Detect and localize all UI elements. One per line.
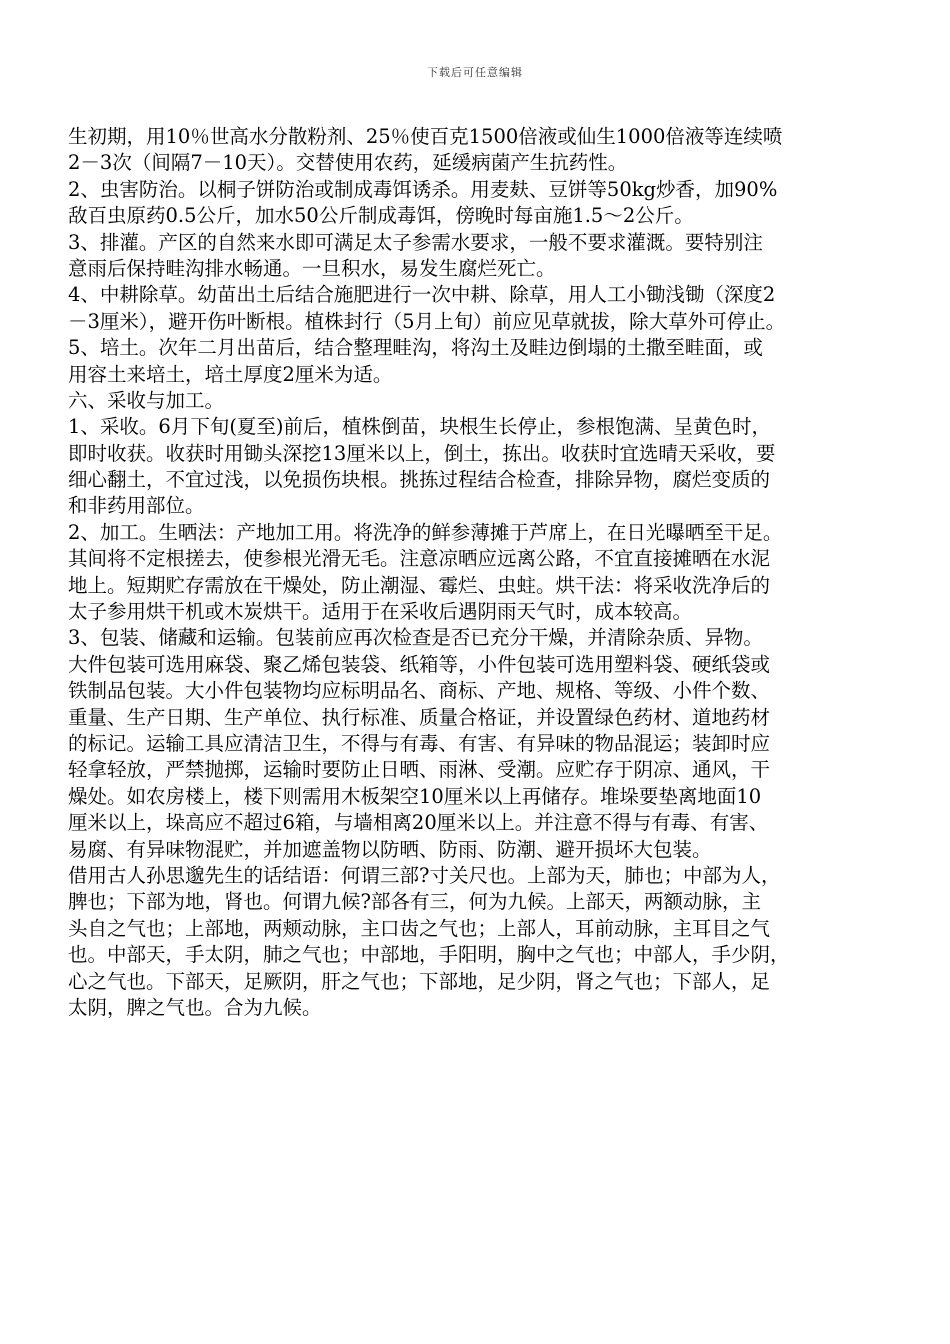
page-header-note: 下载后可任意编辑 xyxy=(427,66,523,79)
text-line: 燥处。如农房楼上，楼下则需用木板架空10厘米以上再储存。堆垛要垫离地面10 xyxy=(68,784,762,808)
document-body xyxy=(68,124,898,1021)
text-line: 厘米以上，垛高应不超过6箱，与墙相离20厘米以上。并注意不得与有毒、有害、 xyxy=(68,811,769,835)
text-line: 太阴，脾之气也。合为九候。 xyxy=(68,995,322,1019)
text-line: 意雨后保持畦沟排水畅通。一旦积水，易发生腐烂死亡。 xyxy=(68,256,556,280)
text-line: 轻拿轻放，严禁抛掷，运输时要防止日晒、雨淋、受潮。应贮存于阴凉、通风，干 xyxy=(68,758,771,782)
text-line: 生初期，用10％世高水分散粉剂、25％使百克1500倍液或仙生1000倍液等连续喷 xyxy=(68,125,783,148)
text-line: 头自之气也；上部地，两颊动脉，主口齿之气也；上部人，耳前动脉，主耳目之气 xyxy=(68,916,771,940)
text-line: 重量、生产日期、生产单位、执行标准、质量合格证，并设置绿色药材、道地药材 xyxy=(68,705,771,729)
text-line: 铁制品包装。大小件包装物均应标明品名、商标、产地、规格、等级、小件个数、 xyxy=(68,679,771,703)
text-line: 用容土来培土，培土厚度2厘米为适。 xyxy=(68,362,393,386)
text-line: 3、排灌。产区的自然来水即可满足太子参需水要求，一般不要求灌溉。要特别注 xyxy=(68,230,763,254)
text-line: 借用古人孙思邈先生的话结语：何谓三部?寸关尺也。上部为天，肺也；中部为人， xyxy=(68,863,781,887)
text-line: 3、包装、储藏和运输。包装前应再次检查是否已充分干燥，并清除杂质、异物。 xyxy=(68,626,763,650)
section-heading: 六、采收与加工。 xyxy=(68,388,225,412)
text-line: 脾也；下部为地，肾也。何谓九候?部各有三，何为九候。上部天，两额动脉，主 xyxy=(68,890,761,914)
text-line: 2－3次（间隔7－10天）。交替使用农药，延缓病菌产生抗药性。 xyxy=(68,151,628,175)
text-line: 也。中部天，手太阴，肺之气也；中部地，手阳明，胸中之气也；中部人，手少阴， xyxy=(68,943,790,967)
text-line: 地上。短期贮存需放在干燥处，防止潮湿、霉烂、虫蛀。烘干法：将采收洗净后的 xyxy=(68,573,771,597)
text-line: 细心翻土，不宜过浅，以免损伤块根。挑拣过程结合检查，排除异物，腐烂变质的 xyxy=(68,468,771,492)
text-line: 其间将不定根搓去，使参根光滑无毛。注意凉晒应远离公路，不宜直接摊晒在水泥 xyxy=(68,547,771,571)
text-line: 5、培土。次年二月出苗后，结合整理畦沟，将沟土及畦边倒塌的土撒至畦面，或 xyxy=(68,336,763,360)
text-line: 敌百虫原药0.5公斤，加水50公斤制成毒饵，傍晚时每亩施1.5～2公斤。 xyxy=(68,204,694,228)
text-line: 心之气也。下部天，足厥阴，肝之气也；下部地，足少阴，肾之气也；下部人，足 xyxy=(68,969,771,993)
text-line: 的标记。运输工具应清洁卫生，不得与有毒、有害、有异味的物品混运；装卸时应 xyxy=(68,731,771,755)
text-line: 2、加工。生晒法：产地加工用。将洗净的鲜参薄摊于芦席上，在日光曝晒至干足。 xyxy=(68,520,783,544)
text-line: 1、采收。6月下旬(夏至)前后，植株倒苗，块根生长停止，参根饱满、呈黄色时， xyxy=(68,415,772,439)
text-line: 太子参用烘干机或木炭烘干。适用于在采收后遇阴雨天气时，成本较高。 xyxy=(68,600,693,624)
text-line: 易腐、有异味物混贮，并加遮盖物以防晒、防雨、防潮、避开损坏大包装。 xyxy=(68,837,712,861)
text-line: 4、中耕除草。幼苗出土后结合施肥进行一次中耕、除草，用人工小锄浅锄（深度2 xyxy=(68,283,776,307)
text-line: 2、虫害防治。以桐子饼防治或制成毒饵诱杀。用麦麸、豆饼等50kg炒香，加90% xyxy=(68,177,778,201)
text-line: －3厘米），避开伤叶断根。植株封行（5月上旬）前应见草就拔，除大草外可停止。 xyxy=(68,309,786,333)
text-line: 和非药用部位。 xyxy=(68,494,205,518)
text-line: 即时收获。收获时用锄头深挖13厘米以上，倒土，拣出。收获时宜选晴天采收，要 xyxy=(68,441,776,465)
text-line: 大件包装可选用麻袋、聚乙烯包装袋、纸箱等，小件包装可选用塑料袋、硬纸袋或 xyxy=(68,652,771,676)
